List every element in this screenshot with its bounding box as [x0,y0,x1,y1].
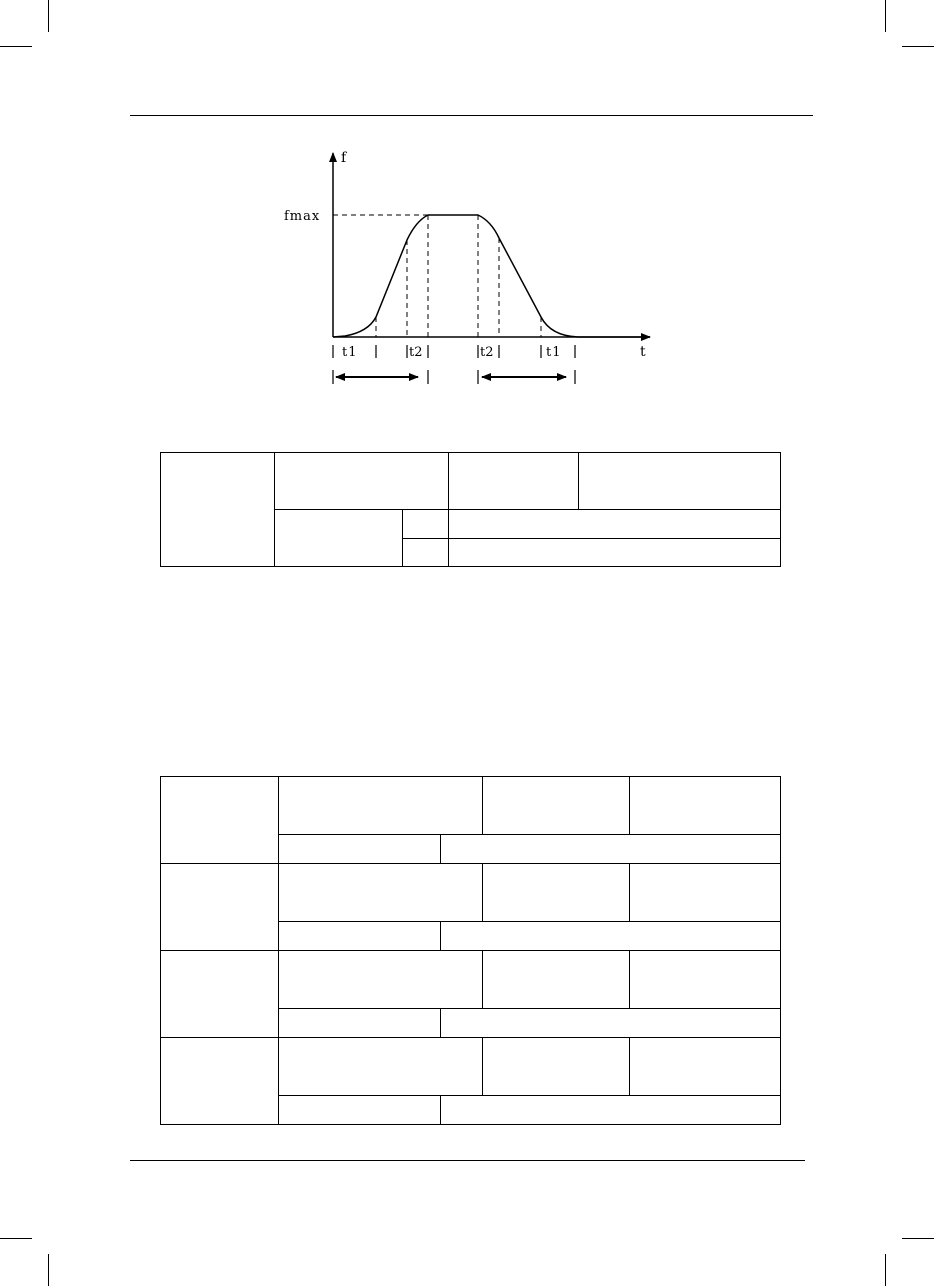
interval-label-t1-decel: t1 [546,345,562,360]
crop-mark [885,1254,886,1286]
y-axis-label: f [341,150,347,166]
param-default-cell [483,864,630,922]
param-code-cell [161,951,279,1038]
param-name-cell [279,951,483,1009]
frequency-curve [333,215,650,337]
param-code-cell [161,864,279,951]
interval-ticks [333,345,575,358]
param-range-label-cell [279,1096,441,1125]
param-attribute-cell [630,1038,781,1096]
crop-mark [0,1238,32,1239]
param-range-label-cell [279,922,441,951]
param-code-cell [161,1038,279,1125]
param-option-desc-cell [449,510,781,539]
footer-rule [130,1160,805,1161]
param-range-cell [441,1009,781,1038]
param-code-cell [161,453,275,567]
param-attribute-cell [630,864,781,922]
crop-mark [902,1238,934,1239]
param-code-cell [161,777,279,864]
fmax-label: fmax [284,209,321,224]
param-attribute-cell [630,777,781,835]
param-attribute-cell [579,453,781,510]
param-name-cell [279,777,483,835]
param-range-cell [441,1096,781,1125]
interval-label-t2-accel: t2 [409,345,423,360]
param-range-label-cell [279,835,441,864]
param-attribute-cell [630,951,781,1009]
interval-guides [376,215,541,337]
param-default-cell [483,777,630,835]
param-default-cell [483,1038,630,1096]
param-default-cell [449,453,579,510]
interval-label-t1-accel: t1 [342,345,358,360]
x-axis-label: t [640,344,646,360]
parameter-table-1 [160,452,781,567]
param-option-value-cell [403,510,449,539]
parameter-table-2 [160,776,781,1125]
param-range-label-cell [275,510,403,567]
param-option-desc-cell [449,539,781,567]
param-name-cell [279,1038,483,1096]
param-range-cell [441,922,781,951]
param-range-label-cell [279,1009,441,1038]
param-default-cell [483,951,630,1009]
param-name-cell [279,864,483,922]
param-name-cell [275,453,449,510]
param-option-value-cell [403,539,449,567]
interval-label-t2-decel: t2 [480,345,494,360]
param-range-cell [441,835,781,864]
frequency-curve-diagram [0,0,934,420]
crop-mark [48,1254,49,1286]
